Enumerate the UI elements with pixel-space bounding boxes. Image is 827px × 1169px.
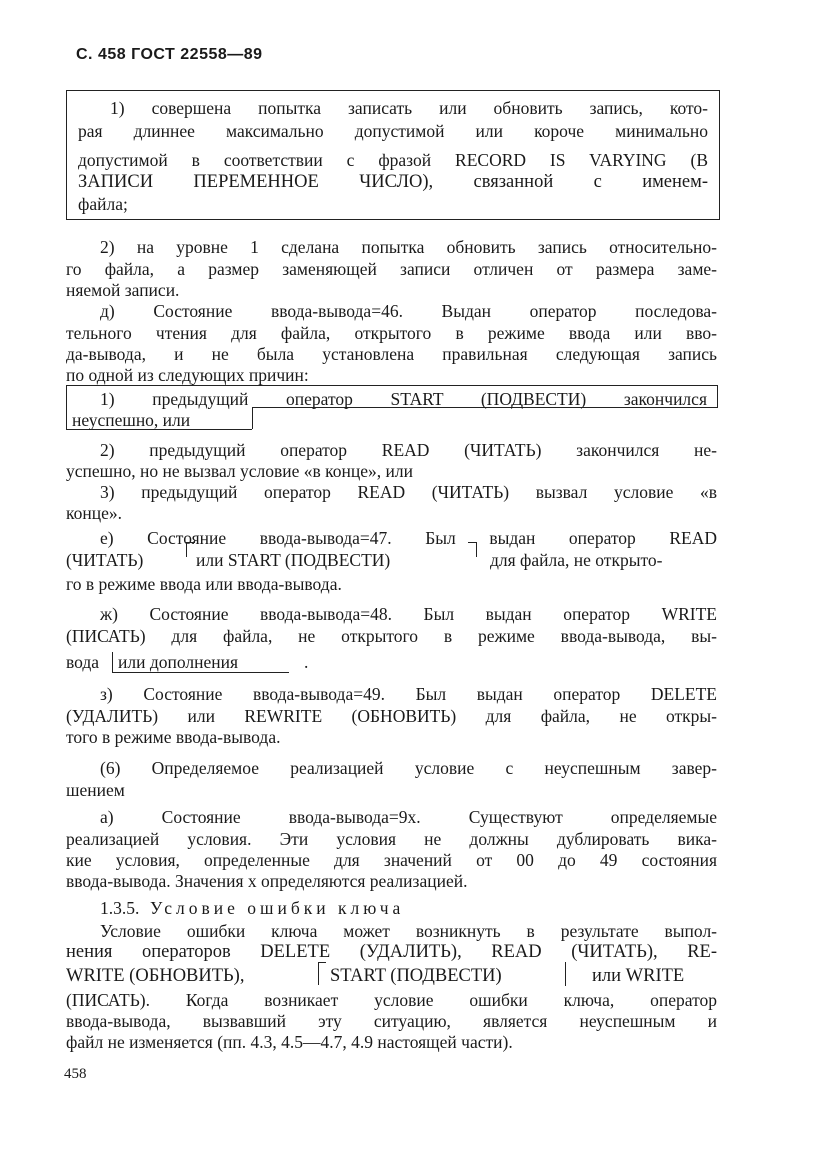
para-e-line-2b: или START (ПОДВЕСТИ) (196, 550, 391, 570)
para-d3-line-2: конце». (66, 503, 122, 523)
para-d-line-1: д) Состояние ввода-вывода=46. Выдан оператор последова- (100, 301, 717, 321)
para-d2-line-1: 2) предыдущий оператор READ (ЧИТАТЬ) закончился не- (100, 440, 717, 460)
para-d-line-3: да-вывода, и не была установлена правильная следующая запись (66, 344, 717, 364)
para2-line-1: 2) на уровне 1 сделана попытка обновить запись относительно- (100, 237, 717, 257)
para-zh-line-2: (ПИСАТЬ) для файла, не открытого в режиме ввода-вывода, вы- (66, 626, 717, 646)
para-s-line-5: ввода-вывода, вызвавший эту ситуацию, является неуспешным и (66, 1011, 717, 1031)
para-s-line-3b: START (ПОДВЕСТИ) (330, 966, 502, 986)
para-zh-line-3a: вода (66, 652, 100, 672)
para-z-line-1: з) Состояние ввода-вывода=49. Был выдан оператор DELETE (100, 684, 717, 704)
para-zh-line-3b: или дополнения (118, 652, 239, 672)
section-title: Условие ошибки ключа (150, 898, 405, 918)
para-d-line-4: по одной из следующих причин: (66, 365, 309, 385)
revision-frame-2-top (66, 385, 718, 386)
para-s-bracket-open (318, 962, 326, 985)
para-s-bracket-close (565, 962, 566, 986)
box1-line-4: ЗАПИСИ ПЕРЕМЕННОЕ ЧИСЛО), связанной с именем- (78, 172, 708, 192)
revision-frame-2-right (717, 385, 718, 407)
box1-line-1: 1) совершена попытка записать или обновить запись, кото- (110, 98, 708, 118)
para-s-line-3a: WRITE (ОБНОВИТЬ), (66, 966, 245, 986)
section-number: 1.3.5. (100, 898, 140, 918)
para-a-line-4: ввода-вывода. Значения x определяются реализацией. (66, 871, 468, 891)
para-6-line-2: шением (66, 780, 125, 800)
para-s-line-4: (ПИСАТЬ). Когда возникает условие ошибки ключа, оператор (66, 990, 717, 1010)
para-s-line-3c: или WRITE (592, 966, 685, 986)
para-e-bracket-open (186, 542, 195, 557)
para-zh-line-1: ж) Состояние ввода-вывода=48. Был выдан оператор WRITE (100, 604, 717, 624)
para-a-line-1: а) Состояние ввода-вывода=9х. Существуют определяемые (100, 807, 717, 827)
para-6-line-1: (6) Определяемое реализацией условие с неуспешным завер- (100, 758, 717, 778)
para-e-line-1: е) Состояние ввода-вывода=47. Был выдан оператор READ (100, 528, 717, 548)
box1-line-3: допустимой в соответствии с фразой RECORD IS VARYING (В (78, 150, 708, 170)
page-number: 458 (64, 1066, 87, 1082)
para-s-line-2: нения операторов DELETE (УДАЛИТЬ), READ (ЧИТАТЬ), RE- (66, 942, 717, 962)
para-e-line-2a: (ЧИТАТЬ) (66, 550, 144, 570)
box1-line-5: файла; (78, 194, 128, 214)
para-a-line-3: кие условия, определенные для значений от 00 до 49 состояния (66, 850, 717, 870)
revision-frame-2-step (252, 407, 253, 429)
para-s-line-1: Условие ошибки ключа может возникнуть в результате выпол- (100, 921, 717, 941)
para-d2-line-2: успешно, но не вызвал условие «в конце», или (66, 461, 413, 481)
para-a-line-2: реализацией условия. Эти условия не должны дублировать вика- (66, 829, 717, 849)
para-e-line-2c: для файла, не открыто- (490, 550, 663, 570)
para-s-line-6: файл не изменяется (пп. 4.3, 4.5—4.7, 4.9 настоящей части). (66, 1032, 513, 1052)
box1-line-2: рая длиннее максимально допустимой или короче минимально (78, 121, 708, 141)
para-zh-line-3c: . (304, 652, 309, 672)
para-z-line-2: (УДАЛИТЬ) или REWRITE (ОБНОВИТЬ) для файла, не откры- (66, 706, 717, 726)
para-z-line-3: того в режиме ввода-вывода. (66, 727, 281, 747)
box2-line-2: неуспешно, или (72, 410, 191, 430)
para-e-line-3: го в режиме ввода или ввода-вывода. (66, 574, 342, 594)
para-e-bracket-close (468, 542, 477, 557)
revision-frame-2-left (66, 385, 67, 429)
para-d-line-2: тельного чтения для файла, открытого в режиме ввода или вво- (66, 323, 717, 343)
para-d3-line-1: 3) предыдущий оператор READ (ЧИТАТЬ) вызвал условие «в (100, 482, 717, 502)
box2-line-1: 1) предыдущий оператор START (ПОДВЕСТИ) закончился (100, 389, 707, 409)
page-header: С. 458 ГОСТ 22558—89 (76, 46, 263, 63)
para2-line-2: го файла, а размер заменяющей записи отличен от размера заме- (66, 259, 717, 279)
para2-line-3: няемой записи. (66, 280, 180, 300)
